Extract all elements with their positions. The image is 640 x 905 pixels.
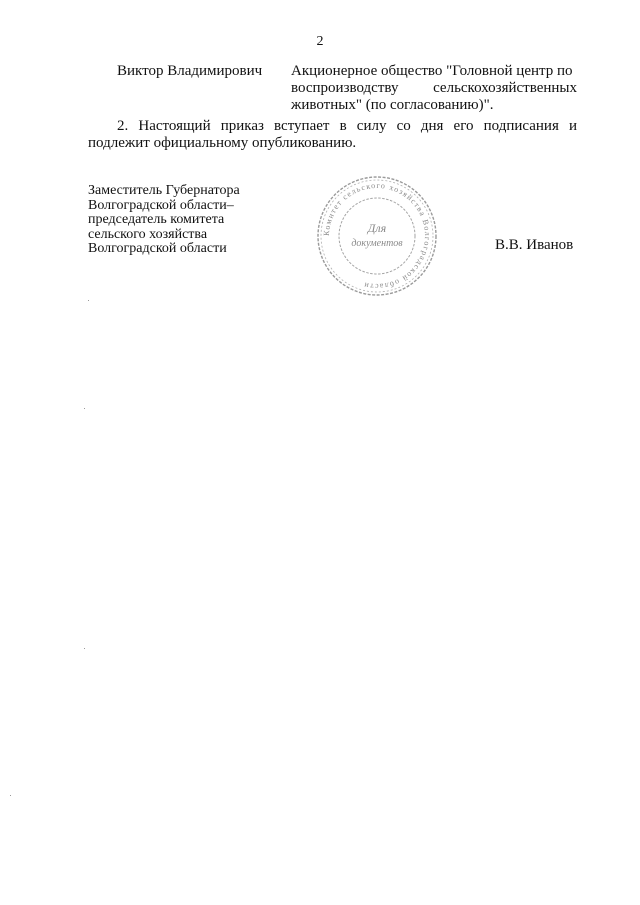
page-number: 2 xyxy=(316,34,324,49)
signatory-title xyxy=(88,184,240,257)
scan-speck xyxy=(88,300,89,301)
member-organization-line: животных" (по согласованию)". xyxy=(291,97,494,113)
seal-center-line: Для xyxy=(367,221,387,235)
effective-date-paragraph: 2. Настоящий приказ вступает в силу со дня его подписания и подлежит официальному опубликованию. xyxy=(88,118,577,151)
scan-speck xyxy=(84,408,85,409)
official-seal xyxy=(315,174,439,298)
signatory-title-line: председатель комитета xyxy=(88,212,225,227)
signatory-title-line: Волгоградской области xyxy=(88,241,227,256)
scan-speck xyxy=(84,648,85,649)
signatory-name: В.В. Иванов xyxy=(495,237,574,253)
member-organization-line: Акционерное общество "Головной центр по xyxy=(291,63,573,79)
signatory-title-line: Волгоградской области– xyxy=(88,197,234,213)
scan-speck xyxy=(10,795,11,796)
member-name: Виктор Владимирович xyxy=(117,63,263,79)
member-organization-line: воспроизводству сельскохозяйственных xyxy=(291,80,577,96)
svg-text:Комитет сельского хозяйства Во xyxy=(322,181,432,291)
seal-ring-text: Комитет сельского хозяйства Волгоградской области xyxy=(321,180,433,292)
signatory-title-line: Заместитель Губернатора xyxy=(88,183,240,198)
seal-graphic xyxy=(315,174,439,298)
member-organization xyxy=(291,63,577,114)
signatory-title-line: сельского хозяйства xyxy=(88,226,208,242)
seal-center-line: документов xyxy=(351,238,403,249)
